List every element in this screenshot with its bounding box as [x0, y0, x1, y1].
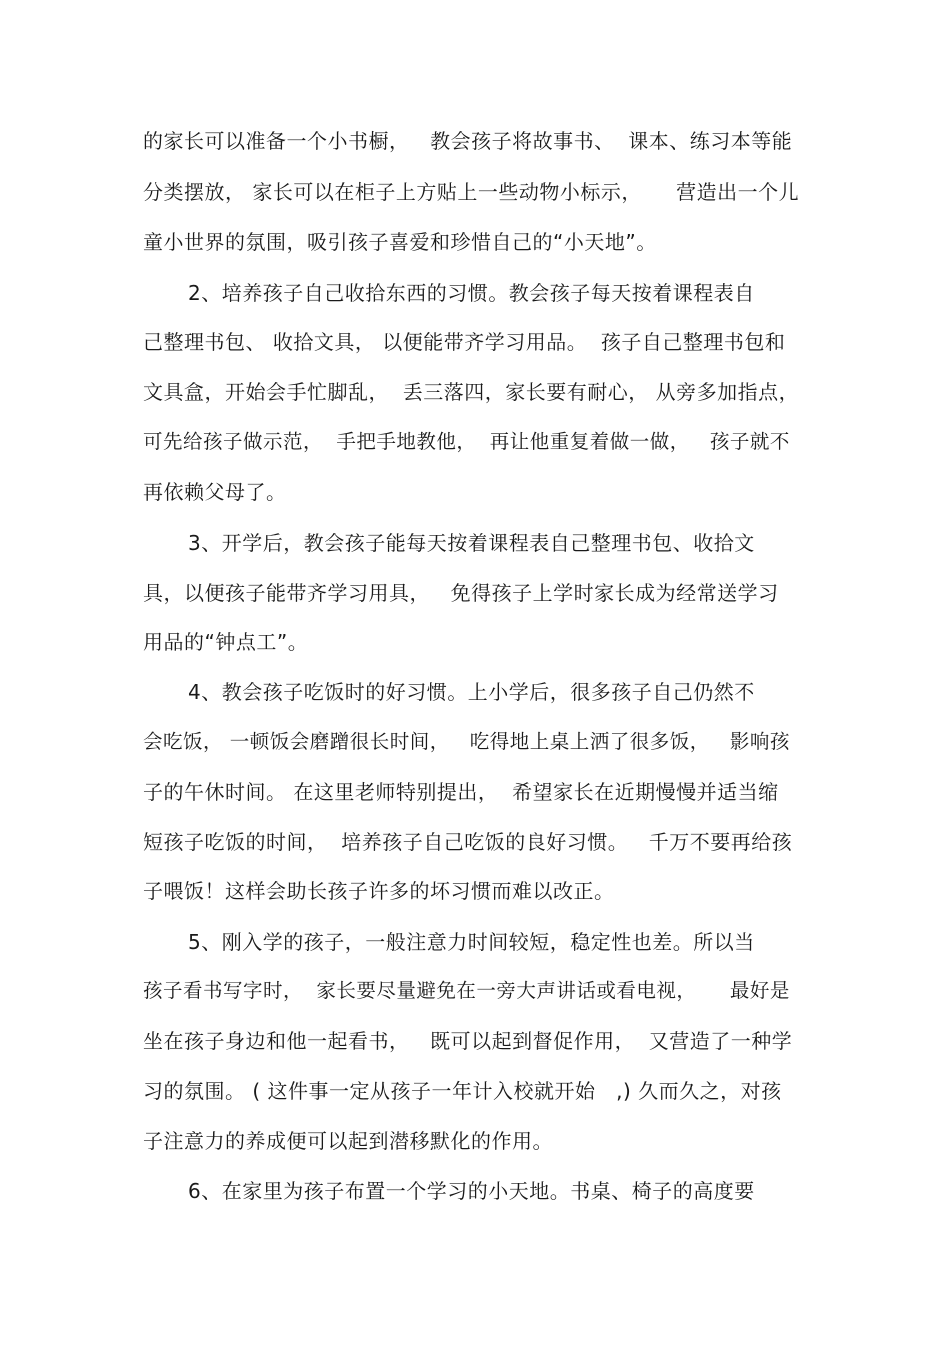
- text-line: 用品的“钟点工”。: [143, 630, 309, 654]
- text-line: 习的氛围。 ( 这件事一定从孩子一年计入校就开始 ,) 久而久之，对孩: [143, 1079, 782, 1103]
- text-line: 的家长可以准备一个小书橱， 教会孩子将故事书、 课本、练习本等能: [143, 129, 793, 153]
- text-line: 2、培养孩子自己收拾东西的习惯。教会孩子每天按着课程表自: [188, 281, 755, 305]
- text-line: 孩子看书写字时， 家长要尽量避免在一旁大声讲话或看电视， 最好是: [143, 979, 790, 1002]
- text-line: 3、开学后，教会孩子能每天按着课程表自己整理书包、收拾文: [188, 531, 755, 555]
- text-line: 会吃饭， 一顿饭会磨蹭很长时间， 吃得地上桌上洒了很多饭， 影响孩: [143, 730, 790, 753]
- text-line: 再依赖父母了。: [143, 480, 287, 504]
- text-line: 子喂饭！这样会助长孩子许多的坏习惯而难以改正。: [143, 879, 615, 903]
- text-line: 可先给孩子做示范， 手把手地教他， 再让他重复着做一做， 孩子就不: [143, 430, 790, 453]
- text-line: 短孩子吃饭的时间， 培养孩子自己吃饭的良好习惯。 千万不要再给孩: [143, 830, 793, 854]
- text-line: 坐在孩子身边和他一起看书， 既可以起到督促作用， 又营造了一种学: [143, 1029, 793, 1053]
- text-line: 具，以便孩子能带齐学习用具， 免得孩子上学时家长成为经常送学习: [143, 581, 779, 605]
- text-line: 文具盒，开始会手忙脚乱， 丢三落四，家长要有耐心， 从旁多加指点，: [143, 380, 800, 404]
- text-line: 5、刚入学的孩子，一般注意力时间较短，稳定性也差。所以当: [188, 930, 755, 954]
- text-line: 子的午休时间。 在这里老师特别提出， 希望家长在近期慢慢并适当缩: [143, 780, 779, 804]
- text-line: 子注意力的养成便可以起到潜移默化的作用。: [143, 1129, 553, 1153]
- text-line: 6、在家里为孩子布置一个学习的小天地。书桌、椅子的高度要: [188, 1179, 755, 1203]
- text-line: 童小世界的氛围，吸引孩子喜爱和珍惜自己的“小天地”。: [143, 230, 657, 254]
- text-line: 4、教会孩子吃饭时的好习惯。上小学后，很多孩子自己仍然不: [188, 680, 755, 704]
- text-line: 己整理书包、 收拾文具， 以便能带齐学习用品。 孩子自己整理书包和: [143, 330, 786, 354]
- text-line: 分类摆放， 家长可以在柜子上方贴上一些动物小标示， 营造出一个儿: [143, 180, 800, 204]
